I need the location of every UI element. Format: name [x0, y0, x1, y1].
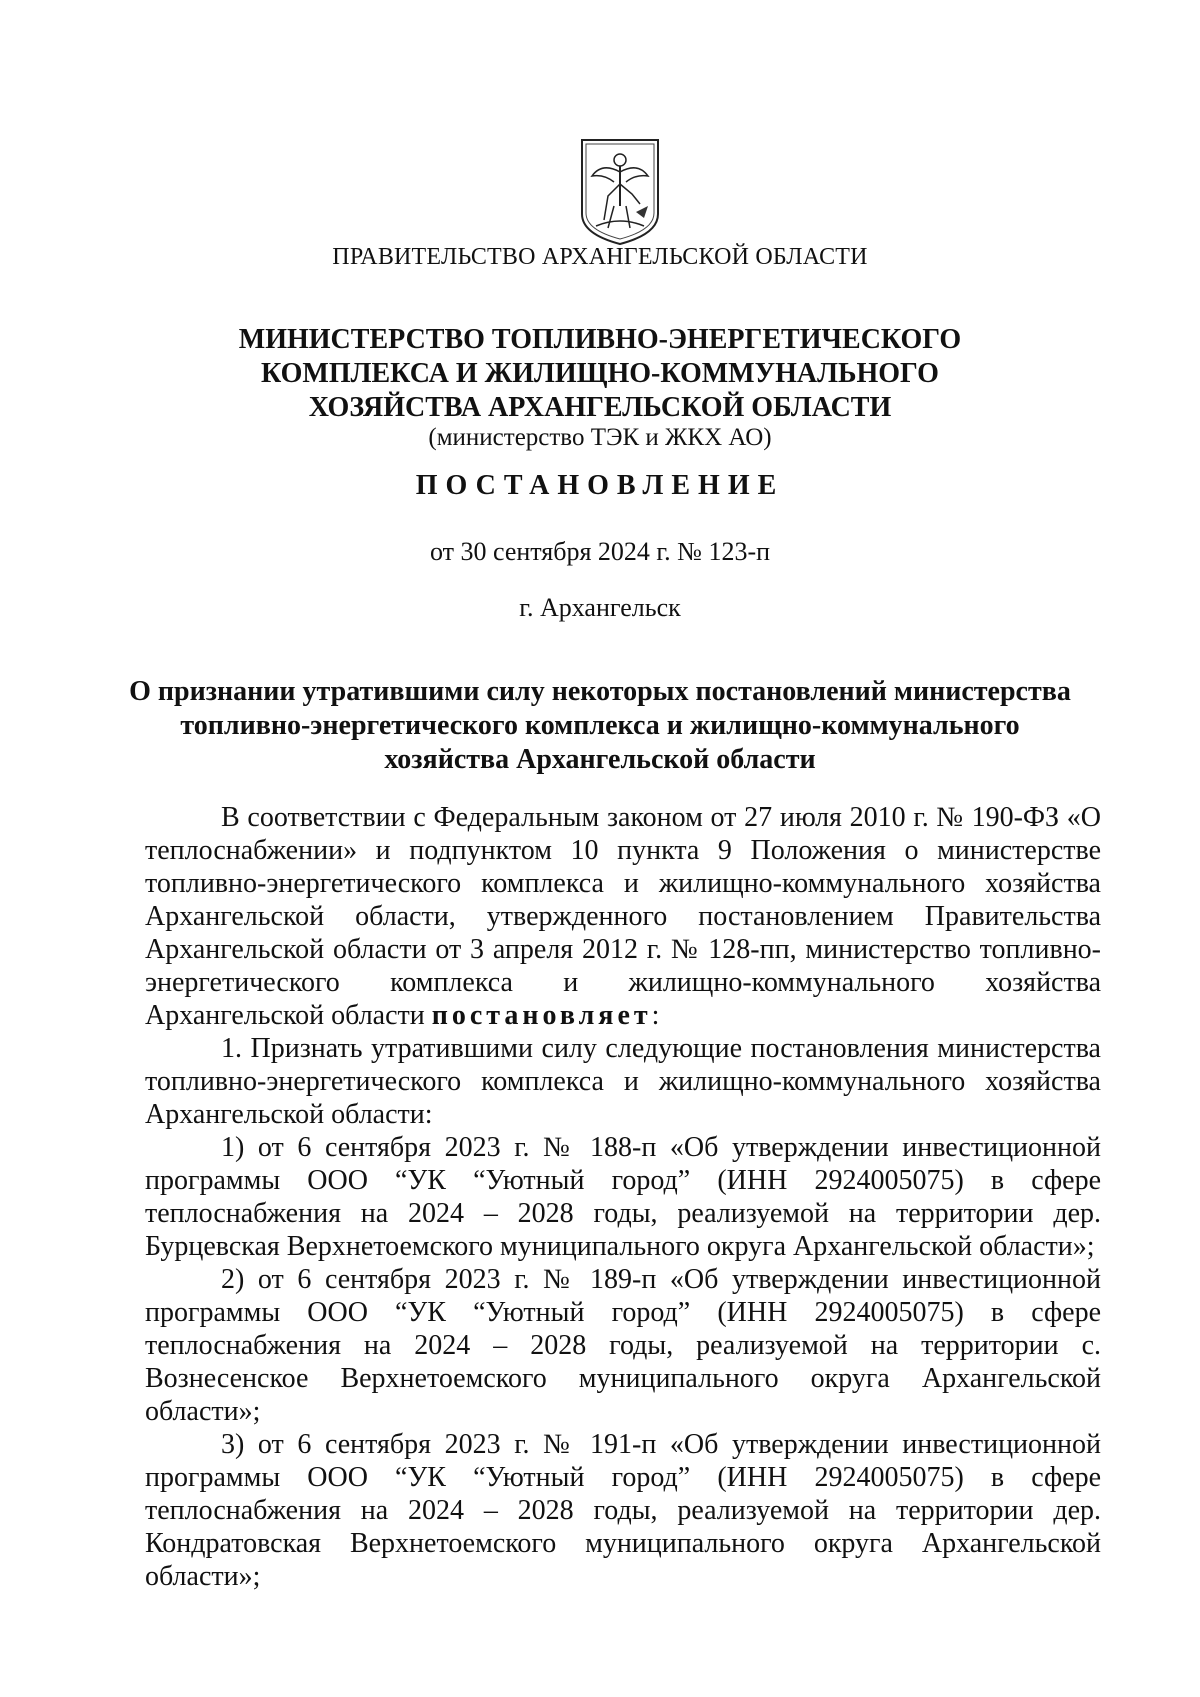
ministry-abbreviation: (министерство ТЭК и ЖКХ АО) [428, 424, 772, 451]
list-item: 2) от 6 сентября 2023 г. № 189-п «Об утверждении инвестиционной программы ООО “УК “Уютный город” (ИНН 2924005075) в сфере теплоснабжения на 2024 – 2028 годы, реализуемой на территории с. Вознесенское Верхнетоемского муниципального округа Архангельской области»; [145, 1264, 1101, 1427]
government-name: ПРАВИТЕЛЬСТВО АРХАНГЕЛЬСКОЙ ОБЛАСТИ [332, 244, 868, 270]
place-of-issue: г. Архангельск [519, 593, 681, 622]
date-and-number: от 30 сентября 2024 г. № 123-п [429, 537, 771, 566]
document-subject [0, 675, 1200, 777]
decrees-word: постановляет [431, 1000, 652, 1031]
subject-line-3: хозяйства Архангельской области [384, 744, 816, 775]
ministry-name-line-3: ХОЗЯЙСТВА АРХАНГЕЛЬСКОЙ ОБЛАСТИ [308, 392, 892, 423]
decrees-colon: : [651, 1000, 660, 1031]
ministry-name-line-1: МИНИСТЕРСТВО ТОПЛИВНО-ЭНЕРГЕТИЧЕСКОГО [238, 324, 962, 355]
document-type-title: ПОСТАНОВЛЕНИЕ [415, 470, 785, 501]
ministry-name-line-2: КОМПЛЕКСА И ЖИЛИЩНО-КОММУНАЛЬНОГО [261, 358, 939, 389]
ministry-name [0, 323, 1200, 425]
preamble-text: В соответствии с Федеральным законом от 27 июля 2010 г. № 190-ФЗ «О теплоснабжении» и подпунктом 10 пункта 9 Положения о министерстве топливно-энергетического комплекса и жилищно-коммунального хозяйства Архангельской области, утвержденного постановлением Правительства Архангельской области от 3 апреля 2012 г. № 128-пп, министерство топливно-энергетического комплекса и жилищно-коммунального хозяйства Архангельской области [145, 802, 1101, 1031]
point-1-paragraph: 1. Признать утратившими силу следующие постановления министерства топливно-энергетического комплекса и жилищно-коммунального хозяйства Архангельской области: [145, 1033, 1101, 1130]
document-body [145, 801, 1101, 1593]
list-item: 3) от 6 сентября 2023 г. № 191-п «Об утверждении инвестиционной программы ООО “УК “Уютный город” (ИНН 2924005075) в сфере теплоснабжения на 2024 – 2028 годы, реализуемой на территории дер. Кондратовская Верхнетоемского муниципального округа Архангельской области»; [145, 1429, 1101, 1592]
subject-line-1: О признании утратившими силу некоторых постановлений министерства [129, 676, 1071, 707]
coat-of-arms-emblem [578, 136, 662, 248]
list-item: 1) от 6 сентября 2023 г. № 188-п «Об утверждении инвестиционной программы ООО “УК “Уютный город” (ИНН 2924005075) в сфере теплоснабжения на 2024 – 2028 годы, реализуемой на территории дер. Бурцевская Верхнетоемского муниципального округа Архангельской области»; [145, 1132, 1101, 1262]
preamble-paragraph [145, 801, 1101, 1032]
subject-line-2: топливно-энергетического комплекса и жилищно-коммунального [180, 710, 1020, 741]
